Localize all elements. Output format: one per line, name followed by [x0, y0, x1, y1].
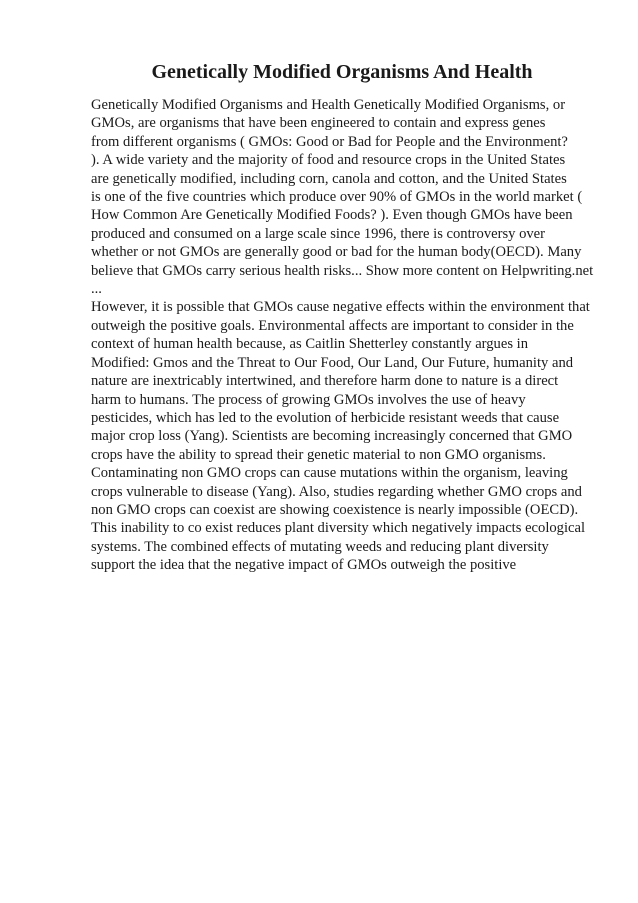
- body-line: are genetically modified, including corn, canola and cotton, and the United States: [91, 170, 567, 187]
- body-line: is one of the five countries which produce over 90% of GMOs in the world market (: [91, 189, 583, 206]
- document-body: [91, 96, 601, 575]
- body-line: ). A wide variety and the majority of food and resource crops in the United States: [91, 152, 566, 169]
- body-line: Contaminating non GMO crops can cause mutations within the organism, leaving: [91, 465, 568, 482]
- body-line: This inability to co exist reduces plant diversity which negatively impacts ecological: [91, 520, 586, 537]
- body-line: from different organisms ( GMOs: Good or Bad for People and the Environment?: [91, 133, 568, 150]
- body-line: crops have the ability to spread their genetic material to non GMO organisms.: [91, 446, 546, 463]
- body-line: Modified: Gmos and the Threat to Our Food, Our Land, Our Future, humanity and: [91, 354, 574, 371]
- body-line: ...: [91, 281, 102, 298]
- body-line: pesticides, which has led to the evolution of herbicide resistant weeds that cause: [91, 409, 560, 426]
- body-line: outweigh the positive goals. Environmental affects are important to consider in the: [91, 317, 574, 334]
- body-line: harm to humans. The process of growing GMOs involves the use of heavy: [91, 391, 526, 408]
- body-line: major crop loss (Yang). Scientists are becoming increasingly concerned that GMO: [91, 428, 573, 445]
- body-line: nature are inextricably intertwined, and therefore harm done to nature is a direct: [91, 373, 559, 390]
- body-line: non GMO crops can coexist are showing coexistence is nearly impossible (OECD).: [91, 501, 579, 518]
- body-line: Genetically Modified Organisms and Health Genetically Modified Organisms, or: [91, 97, 566, 113]
- body-line: How Common Are Genetically Modified Foods? ). Even though GMOs have been: [91, 207, 573, 224]
- body-line: support the idea that the negative impact of GMOs outweigh the positive: [91, 557, 517, 574]
- body-line: systems. The combined effects of mutating weeds and reducing plant diversity: [91, 538, 549, 555]
- body-line: However, it is possible that GMOs cause negative effects within the environment that: [91, 299, 590, 316]
- body-line: crops vulnerable to disease (Yang). Also, studies regarding whether GMO crops and: [91, 483, 582, 500]
- body-line: GMOs, are organisms that have been engineered to contain and express genes: [91, 115, 546, 132]
- body-line: believe that GMOs carry serious health risks... Show more content on Helpwriting.net: [91, 262, 594, 279]
- document-title: Genetically Modified Organisms And Health: [151, 61, 533, 83]
- body-line: whether or not GMOs are generally good or bad for the human body(OECD). Many: [91, 244, 582, 261]
- body-line: produced and consumed on a large scale since 1996, there is controversy over: [91, 225, 546, 242]
- body-line: context of human health because, as Caitlin Shetterley constantly argues in: [91, 336, 529, 353]
